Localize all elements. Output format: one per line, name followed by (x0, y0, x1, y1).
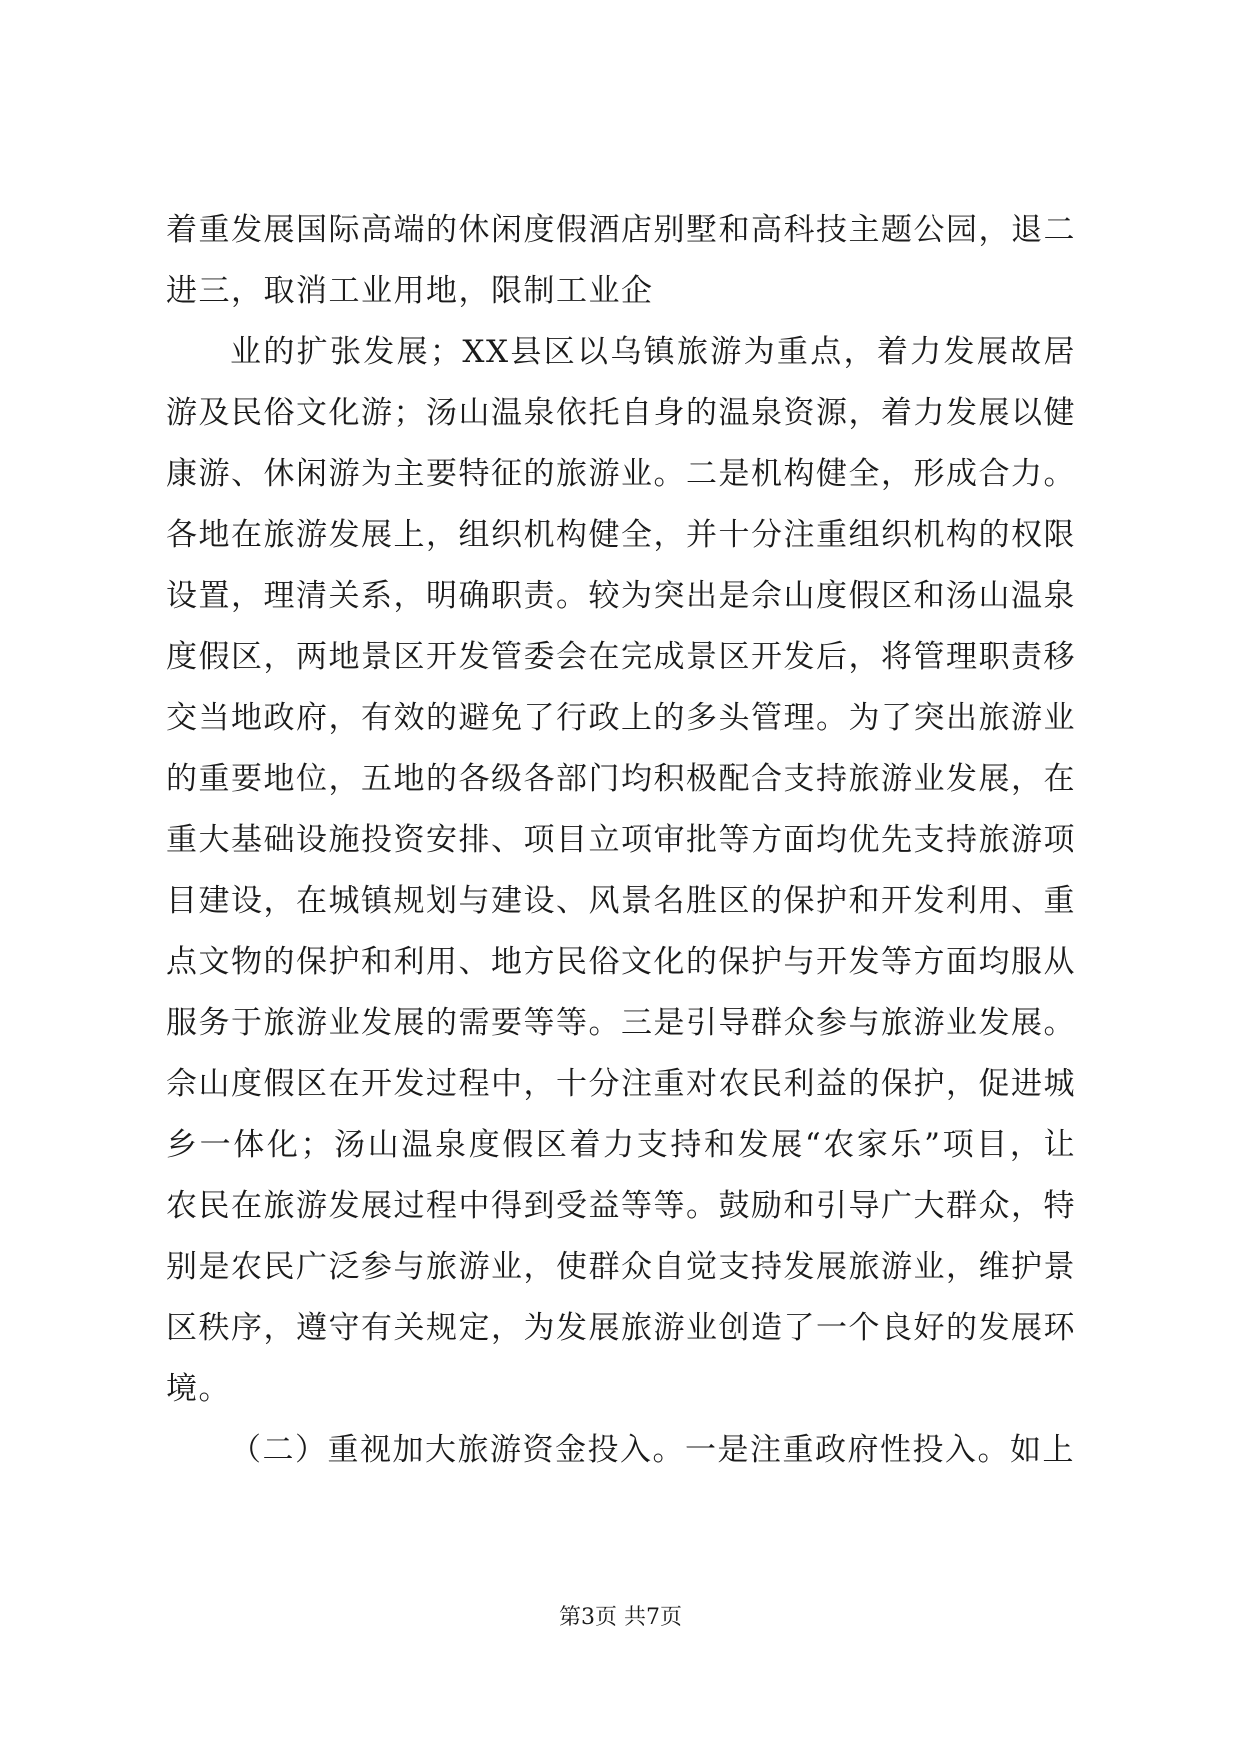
paragraph-continued: 着重发展国际高端的休闲度假酒店别墅和高科技主题公园，退二进三，取消工业用地，限制工业企 (166, 212, 1076, 309)
paragraph-section-heading: （二）重视加大旅游资金投入。一是注重政府性投入。如上 (230, 1432, 1075, 1468)
document-body (166, 200, 1076, 1481)
page-number-footer: 第3页 共7页 (559, 1605, 682, 1630)
paragraph-main: 业的扩张发展；XX县区以乌镇旅游为重点，着力发展故居游及民俗文化游；汤山温泉依托自身的温泉资源，着力发展以健康游、休闲游为主要特征的旅游业。二是机构健全，形成合力。各地在旅游发展上，组织机构健全，并十分注重组织机构的权限设置，理清关系，明确职责。较为突出是佘山度假区和汤山温泉度假区，两地景区开发管委会在完成景区开发后，将管理职责移交当地政府，有效的避免了行政上的多头管理。为了突出旅游业的重要地位，五地的各级各部门均积极配合支持旅游业发展，在重大基础设施投资安排、项目立项审批等方面均优先支持旅游项目建设，在城镇规划与建设、风景名胜区的保护和开发利用、重点文物的保护和利用、地方民俗文化的保护与开发等方面均服从服务于旅游业发展的需要等等。三是引导群众参与旅游业发展。佘山度假区在开发过程中，十分注重对农民利益的保护，促进城乡一体化；汤山温泉度假区着力支持和发展“农家乐”项目，让农民在旅游发展过程中得到受益等等。鼓励和引导广大群众，特别是农民广泛参与旅游业，使群众自觉支持发展旅游业，维护景区秩序，遵守有关规定，为发展旅游业创造了一个良好的发展环境。 (166, 334, 1076, 1407)
